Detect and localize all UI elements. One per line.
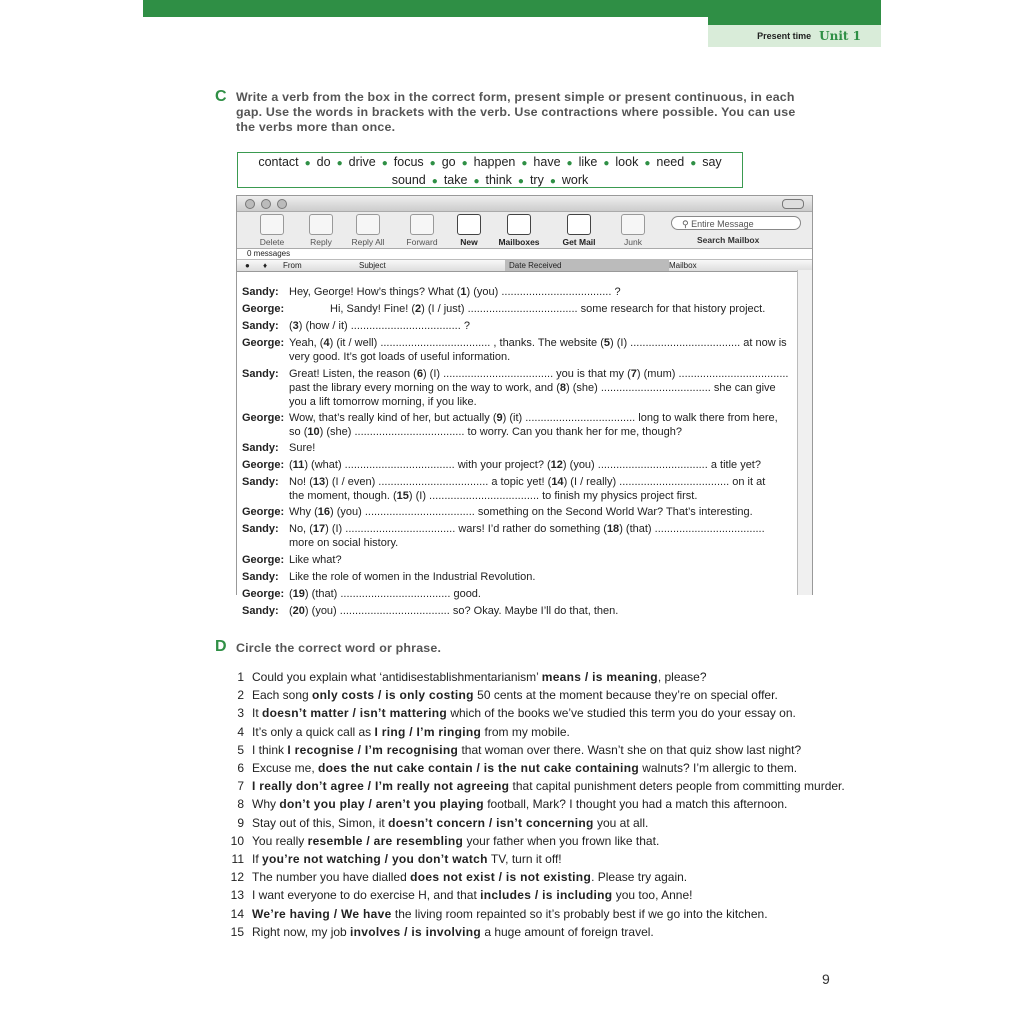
dialogue-text: you a lift tomorrow morning, if you like. (289, 396, 477, 408)
verb-word: work (561, 173, 589, 187)
item-text-after: . Please try again. (591, 870, 688, 885)
speaker-name: Sandy: (242, 368, 279, 380)
minimize-window-button[interactable] (261, 199, 271, 209)
verb-word: have (533, 155, 561, 169)
page-number: 9 (822, 971, 830, 987)
dialogue-line (289, 411, 809, 439)
item-text (252, 868, 687, 886)
bullet-dot: ● (461, 158, 468, 169)
dialogue-text: Hi, Sandy! Fine! (2) (I / just) .................................... some research for that history project. (330, 303, 766, 315)
exercise-item (228, 759, 845, 777)
bullet-dot: ● (429, 158, 436, 169)
speaker-name: George: (242, 588, 285, 600)
message-count: 0 messages (237, 249, 812, 260)
speaker-name: George: (242, 303, 285, 315)
header-bar-extension (708, 17, 881, 25)
mailbox-column[interactable]: Mailbox (669, 261, 697, 270)
section-title: Present time (757, 31, 812, 41)
choice-options[interactable]: does not exist / is not existing (410, 870, 592, 885)
column-headers (237, 260, 812, 272)
item-text-after: walnuts? I’m allergic to them. (638, 761, 798, 776)
verb-box-row (238, 154, 742, 172)
dialogue-text: more on social history. (289, 537, 399, 549)
exercise-item (228, 723, 845, 741)
subject-column[interactable]: Subject (359, 261, 386, 270)
compose-icon (457, 214, 481, 235)
bullet-dot: ● (549, 176, 556, 187)
choice-options[interactable]: I ring / I’m ringing (374, 724, 482, 739)
verb-word: do (316, 155, 331, 169)
verb-word: sound (391, 173, 426, 187)
reply-label: Reply (310, 237, 332, 247)
exercise-item (228, 923, 845, 941)
trash-icon (260, 214, 284, 235)
section-d-instruction: Circle the correct word or phrase. (236, 641, 442, 655)
item-text (252, 795, 787, 813)
item-text (252, 814, 648, 832)
item-text-before: Stay out of this, Simon, it (252, 815, 389, 830)
exercise-item (228, 777, 845, 795)
forward-label: Forward (406, 237, 438, 247)
verb-word: think (485, 173, 512, 187)
item-text-before: Right now, my job (252, 924, 351, 939)
item-text (252, 832, 659, 850)
item-text-before: It (252, 706, 263, 721)
new-message-button[interactable] (445, 214, 493, 247)
verb-word: try (529, 173, 544, 187)
choice-options[interactable]: you’re not watching / you don’t watch (262, 852, 488, 867)
item-text-after: you at all. (593, 815, 649, 830)
dialogue-line (289, 505, 809, 519)
bullet-dot: ● (644, 158, 651, 169)
date-received-column[interactable] (505, 260, 669, 271)
item-text-before: It’s only a quick call as (252, 724, 375, 739)
choice-options[interactable]: involves / is involving (350, 924, 481, 939)
choice-options[interactable]: I recognise / I’m recognising (287, 742, 459, 757)
item-number: 12 (230, 870, 244, 885)
bullet-dot: ● (690, 158, 697, 169)
get-mail-button[interactable] (555, 214, 603, 247)
mailboxes-button[interactable] (495, 214, 543, 247)
unit-label (708, 25, 881, 47)
speaker-name: George: (242, 337, 285, 349)
item-text (252, 686, 778, 704)
dialogue-line (289, 367, 809, 409)
item-text-after: football, Mark? I thought you had a match this afternoon. (483, 797, 788, 812)
choice-options[interactable]: resemble / are resembling (307, 833, 464, 848)
exercise-item (228, 668, 845, 686)
instruction-line: the verbs more than once. (236, 120, 396, 134)
choice-options[interactable]: includes / is including (480, 888, 613, 903)
bullet-dot: ● (304, 158, 311, 169)
exercise-item (228, 868, 845, 886)
mailboxes-icon (507, 214, 531, 235)
verb-word: go (441, 155, 456, 169)
item-text-after: your father when you frown like that. (463, 833, 660, 848)
choice-options[interactable]: doesn’t concern / isn’t concerning (388, 815, 594, 830)
exercise-item (228, 741, 845, 759)
speaker-name: George: (242, 459, 285, 471)
item-text (252, 850, 562, 868)
dialogue-text: Hey, George! How’s things? What (1) (you) .................................... ? (289, 286, 621, 298)
speaker-name: George: (242, 506, 285, 518)
item-number: 1 (237, 670, 244, 684)
dialogue-text: No, (17) (I) .................................... wars! I’d rather do something (18) (that) .................................... (289, 523, 765, 535)
dialogue-text: Wow, that’s really kind of her, but actually (9) (it) .................................... long to walk there from here, (289, 412, 778, 424)
verb-word: contact (258, 155, 299, 169)
dialogue-text: Like the role of women in the Industrial Revolution. (289, 571, 536, 583)
item-text (252, 777, 845, 795)
speaker-name: Sandy: (242, 442, 279, 454)
from-column[interactable]: From (283, 261, 302, 270)
exercise-item (228, 850, 845, 868)
exercise-item (228, 795, 845, 813)
instruction-line: gap. Use the words in brackets with the verb. Use contractions where possible. You can use (236, 105, 796, 119)
item-number: 7 (237, 779, 244, 794)
item-number: 10 (230, 833, 244, 848)
choice-options[interactable]: We’re having / We have (252, 906, 392, 921)
speaker-name: Sandy: (242, 605, 279, 617)
exercise-item (228, 832, 845, 850)
verb-box-row (238, 172, 742, 190)
dialogue-line (289, 336, 809, 364)
item-text-after: , please? (657, 670, 707, 684)
item-text-before: Excuse me, (252, 761, 319, 776)
date-received-label: Date Received (509, 261, 562, 270)
section-d-letter: D (215, 638, 227, 655)
item-text (252, 741, 801, 759)
dialogue-line (289, 604, 809, 618)
item-text-before: You really (252, 833, 308, 848)
dialogue-line (289, 458, 809, 472)
item-number: 14 (230, 906, 244, 921)
verb-word: happen (473, 155, 516, 169)
bullet-dot: ● (381, 158, 388, 169)
bullet-dot: ● (473, 176, 480, 187)
item-text-after: 50 cents at the moment because they’re on special offer. (473, 688, 778, 703)
section-c-instruction (236, 90, 796, 135)
dialogue-text: (11) (what) .................................... with your project? (12) (you) .................................... a title yet? (289, 459, 761, 471)
verb-word: focus (393, 155, 424, 169)
dialogue-line (289, 285, 809, 299)
dialogue-text: Sure! (289, 442, 316, 454)
item-number: 9 (237, 815, 244, 830)
item-number: 3 (237, 706, 244, 721)
item-text-before: If (252, 852, 263, 867)
item-number: 2 (237, 688, 244, 703)
mail-titlebar (237, 196, 812, 212)
verb-box (237, 152, 743, 188)
dialogue-text: past the library every morning on the way to work, and (8) (she) .................................... she can give (289, 382, 776, 394)
unit-number: Unit 1 (819, 29, 861, 43)
verb-word: look (615, 155, 639, 169)
dialogue-line (289, 475, 809, 503)
exercise-item (228, 704, 845, 722)
search-placeholder: Entire Message (691, 219, 754, 229)
search-icon: ⚲ (682, 219, 689, 229)
get-mail-label: Get Mail (562, 237, 596, 247)
bullet-dot: ● (521, 158, 528, 169)
item-text-after: TV, turn it off! (487, 852, 562, 867)
item-number: 5 (237, 742, 244, 757)
item-text (252, 723, 570, 741)
junk-icon (621, 214, 645, 235)
instruction-line: Write a verb from the box in the correct form, present simple or present continuous, in each (236, 90, 795, 104)
item-text-after: a huge amount of foreign travel. (480, 924, 654, 939)
choice-options[interactable]: means / is meaning (541, 670, 658, 684)
item-text-before: Could you explain what ‘antidisestablishmentarianism’ (252, 670, 542, 684)
bullet-dot: ● (336, 158, 343, 169)
item-number: 8 (237, 797, 244, 812)
reply-button[interactable] (297, 214, 345, 247)
exercise-item (228, 886, 845, 904)
item-text-after: the living room repainted so it’s probably best if we go into the kitchen. (391, 906, 768, 921)
item-number: 15 (230, 924, 244, 939)
toolbar-toggle-button[interactable] (782, 199, 804, 209)
dialogue-text: Why (16) (you) .................................... something on the Second World War? That’s interesting. (289, 506, 753, 518)
item-text-before: Why (252, 797, 280, 812)
speaker-name: Sandy: (242, 523, 279, 535)
item-text (252, 704, 796, 722)
item-number: 4 (237, 724, 244, 739)
status-column-icon[interactable]: ● (245, 261, 250, 270)
item-text-after: that capital punishment deters people from committing murder. (509, 779, 845, 794)
dialogue-text: so (10) (she) .................................... to worry. Can you thank her for me, though? (289, 426, 682, 438)
reply-all-button[interactable] (344, 214, 392, 247)
choice-options[interactable]: does the nut cake contain / is the nut cake containing (318, 761, 639, 776)
dialogue-line (330, 302, 850, 316)
choice-options[interactable]: doesn’t matter / isn’t mattering (262, 706, 447, 721)
choice-options[interactable]: don’t you play / aren’t you playing (279, 797, 484, 812)
exercise-item (228, 814, 845, 832)
bullet-dot: ● (517, 176, 524, 187)
zoom-window-button[interactable] (277, 199, 287, 209)
search-label: Search Mailbox (697, 235, 760, 245)
search-input[interactable] (671, 216, 801, 230)
item-number: 13 (230, 888, 244, 903)
dialogue-text: very good. It’s got loads of useful information. (289, 351, 511, 363)
item-text-after: you too, Anne! (612, 888, 693, 903)
reply-all-icon (356, 214, 380, 235)
dialogue-text: the moment, though. (15) (I) .................................... to finish my physics project first. (289, 490, 698, 502)
choice-options[interactable]: only costs / is only costing (312, 688, 474, 703)
verb-word: need (656, 155, 685, 169)
reply-all-label: Reply All (351, 237, 385, 247)
item-text-after: from my mobile. (481, 724, 570, 739)
item-text-after: that woman over there. Wasn’t she on that quiz show last night? (458, 742, 802, 757)
new-label: New (460, 237, 478, 247)
choice-options[interactable]: I really don’t agree / I’m really not agreeing (252, 779, 510, 794)
item-text (252, 668, 707, 686)
mailboxes-label: Mailboxes (498, 237, 540, 247)
item-text (252, 905, 768, 923)
item-text (252, 759, 797, 777)
section-c-letter: C (215, 88, 227, 105)
forward-icon (410, 214, 434, 235)
header-bar (143, 0, 881, 17)
delete-label: Delete (259, 237, 285, 247)
junk-label: Junk (624, 237, 642, 247)
item-text-before: Each song (252, 688, 313, 703)
exercise-list (228, 668, 845, 941)
close-window-button[interactable] (245, 199, 255, 209)
exercise-item (228, 905, 845, 923)
exercise-item (228, 686, 845, 704)
dialogue-line (289, 587, 809, 601)
speaker-name: George: (242, 554, 285, 566)
dialogue-line (289, 319, 809, 333)
item-text-before: I want everyone to do exercise H, and that (252, 888, 481, 903)
forward-button[interactable] (398, 214, 446, 247)
bullet-dot: ● (566, 158, 573, 169)
dialogue-line (289, 553, 809, 567)
dialogue-text: Great! Listen, the reason (6) (I) .................................... you is that my (7) (mum) .................................... (289, 368, 789, 380)
dialogue-text: No! (13) (I / even) .................................... a topic yet! (14) (I / really) .................................... on it at (289, 476, 766, 488)
dialogue-text: (20) (you) .................................... so? Okay. Maybe I’ll do that, then. (289, 605, 619, 617)
speaker-name: Sandy: (242, 571, 279, 583)
bullet-dot: ● (603, 158, 610, 169)
dialogue-text: (3) (how / it) .................................... ? (289, 320, 470, 332)
verb-word: take (443, 173, 468, 187)
speaker-name: George: (242, 412, 285, 424)
speaker-name: Sandy: (242, 286, 279, 298)
dialogue-line (289, 522, 809, 550)
item-text-before: I think (252, 742, 288, 757)
item-text (252, 886, 692, 904)
verb-word: like (578, 155, 598, 169)
bullet-dot: ● (431, 176, 438, 187)
item-text (252, 923, 654, 941)
verb-word: drive (348, 155, 376, 169)
flag-column-icon[interactable]: ♦ (263, 261, 268, 270)
speaker-name: Sandy: (242, 320, 279, 332)
reply-icon (309, 214, 333, 235)
junk-button[interactable] (609, 214, 657, 247)
get-mail-icon (567, 214, 591, 235)
dialogue-text: Yeah, (4) (it / well) .................................... , thanks. The website (5) (I) .................................... at now is (289, 337, 787, 349)
speaker-name: Sandy: (242, 476, 279, 488)
verb-word: say (702, 155, 722, 169)
item-text-after: which of the books we’ve studied this term you do your essay on. (446, 706, 796, 721)
delete-button[interactable] (248, 214, 296, 247)
item-text-before: The number you have dialled (252, 870, 411, 885)
dialogue-text: Like what? (289, 554, 342, 566)
item-number: 11 (231, 852, 244, 867)
mail-toolbar (237, 212, 812, 249)
dialogue-text: (19) (that) .................................... good. (289, 588, 481, 600)
item-number: 6 (237, 761, 244, 776)
dialogue-line (289, 570, 809, 584)
dialogue-line (289, 441, 809, 455)
